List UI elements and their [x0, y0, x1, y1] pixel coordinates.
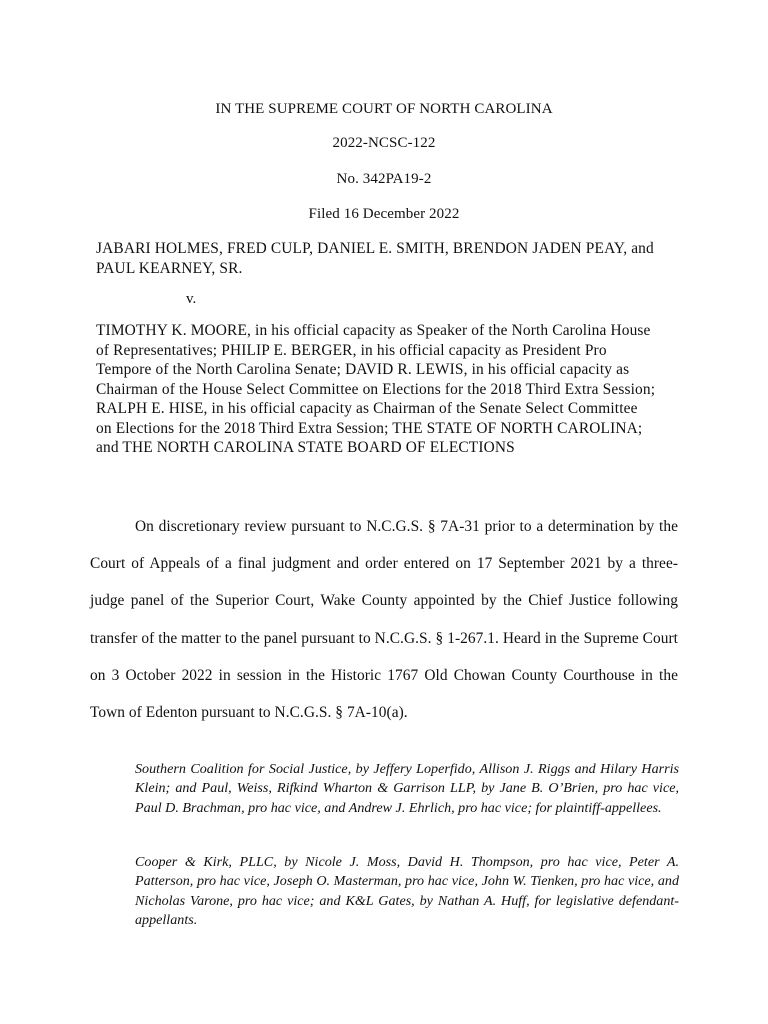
defendants: TIMOTHY K. MOORE, in his official capacity as Speaker of the North Carolina House of Representatives; PHILIP E. BERGER, in his official capacity as President Pro Tempore of the North Carolina Senate; DAVID R. LEWIS, in his official capacity as Chairman of the House Select Committee on Elections for the 2018 Third Extra Session; RALPH E. HISE, in his official capacity as Chairman of the Senate Select Committee on Elections for the 2018 Third Extra Session; THE STATE OF NORTH CAROLINA; and THE NORTH CAROLINA STATE BOARD OF ELECTIONS [96, 322, 656, 456]
counsel-defendants: Cooper & Kirk, PLLC, by Nicole J. Moss, David H. Thompson, pro hac vice, Peter A. Patterson, pro hac vice, Joseph O. Masterman, pro hac vice, John W. Tienken, pro hac vice, and Nicholas Varone, pro hac vice; and K&L Gates, by Nathan A. Huff, for legislative defendant-appellants. [135, 854, 679, 929]
counsel-plaintiffs: Southern Coalition for Social Justice, by Jeffery Loperfido, Allison J. Riggs and Hilary Harris Klein; and Paul, Weiss, Rifkind Wharton & Garrison LLP, by Jane B. O’Brien, pro hac vice, Paul D. Brachman, pro hac vice, and Andrew J. Ehrlich, pro hac vice; for plaintiff-appellees. [135, 761, 679, 816]
filed-date: Filed 16 December 2022 [308, 206, 460, 222]
citation: 2022-NCSC-122 [332, 135, 436, 151]
procedural-history-text: On discretionary review pursuant to N.C.G.S. § 7A-31 prior to a determination by the Court of Appeals of a final judgment and order entered on 17 September 2021 by a three-judge panel of the Superior Court, Wake County appointed by the Chief Justice following transfer of the matter to the panel pursuant to N.C.G.S. § 1-267.1. Heard in the Supreme Court on 3 October 2022 in session in the Historic 1767 Old Chowan County Courthouse in the Town of Edenton pursuant to N.C.G.S. § 7A-10(a). [90, 518, 678, 722]
versus: v. [186, 291, 197, 307]
procedural-history [90, 508, 678, 731]
docket-number: No. 342PA19-2 [336, 171, 432, 187]
court-name: IN THE SUPREME COURT OF NORTH CAROLINA [215, 101, 553, 117]
plaintiffs: JABARI HOLMES, FRED CULP, DANIEL E. SMITH, BRENDON JADEN PEAY, and PAUL KEARNEY, SR. [96, 240, 654, 277]
